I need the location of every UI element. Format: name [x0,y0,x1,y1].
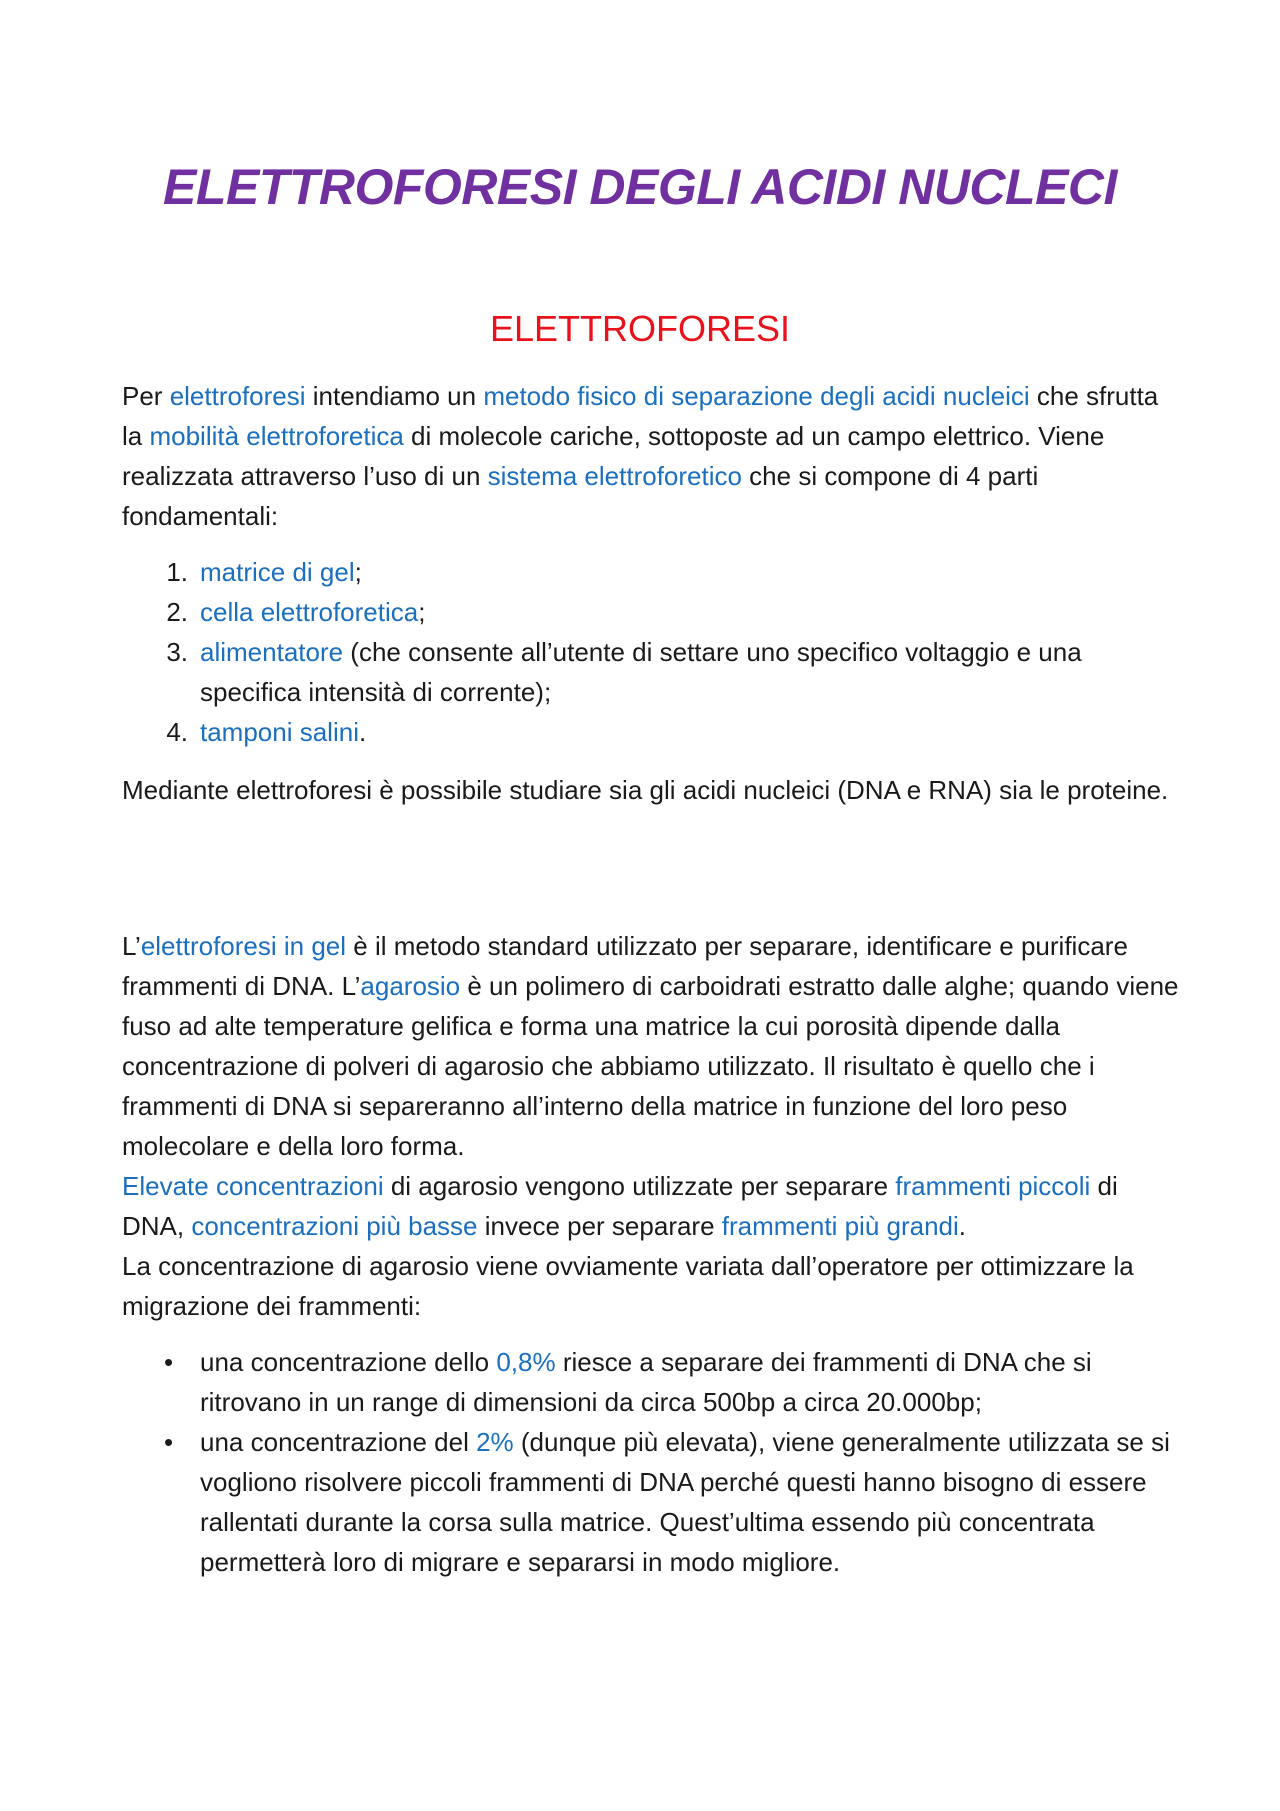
concentration-list [122,1342,1182,1582]
components-list [122,552,1182,752]
paragraph-proteins [122,770,1182,810]
highlight-term: Elevate concentrazioni [122,1171,384,1201]
text-run: L’ [122,931,141,961]
text-run: è un polimero di carboidrati estratto dalle alghe; quando viene fuso ad alte temperature gelifica e forma una matrice la cui porosità dipende dalla concentrazione di polveri di agarosio che abbiamo utilizzato. Il risultato è quello che i frammenti di DNA si separeranno all’interno della matrice in funzione del loro peso molecolare e della loro forma. [122,971,1179,1161]
highlight-term: 2% [476,1427,514,1457]
list-item [122,632,1182,712]
highlight-term: frammenti piccoli [895,1171,1091,1201]
highlight-term: matrice di gel [200,557,355,587]
highlight-term: frammenti più grandi [721,1211,959,1241]
text-run: . [358,717,367,747]
list-number: 4. [166,717,188,747]
highlight-term: elettroforesi in gel [140,931,347,961]
list-item [122,592,1182,632]
highlight-term: metodo fisico di separazione degli acidi nucleici [483,381,1030,411]
section-heading: ELETTROFORESI [489,308,791,349]
highlight-term: elettroforesi [169,381,306,411]
highlight-term: cella elettroforetica [200,597,419,627]
list-number: 3. [166,637,188,667]
list-item [122,552,1182,592]
text-run: Per [122,381,170,411]
bullet-icon: • [164,1427,174,1457]
text-run: è il metodo standard utilizzato per separare, identificare e purificare frammenti di DNA. L’ [122,931,1128,1001]
text-run: . [958,1211,967,1241]
text-run: intendiamo un [305,381,484,411]
highlight-term: concentrazioni più basse [191,1211,478,1241]
highlight-term: 0,8% [496,1347,556,1377]
highlight-term: alimentatore [200,637,344,667]
highlight-term: agarosio [360,971,461,1001]
text-run: una concentrazione del [200,1427,477,1457]
text-run: di molecole cariche, sottoposte ad un campo elettrico. Viene realizzata attraverso l’uso di un [122,421,1105,491]
paragraph-gel [122,926,1182,1326]
highlight-term: sistema elettroforetico [487,461,742,491]
bullet-icon: • [164,1347,174,1377]
highlight-term: mobilità elettroforetica [149,421,404,451]
text-run: (dunque più elevata), viene generalmente utilizzata se si vogliono risolvere piccoli frammenti di DNA perché questi hanno bisogno di essere rallentati durante la corsa sulla matrice. Quest’ultima essendo più concentrata permetterà loro di migrare e separarsi in modo migliore. [200,1427,1170,1577]
text-run: di DNA, [122,1171,1118,1241]
text-run: ; [354,557,362,587]
intro-paragraph [122,376,1182,536]
list-item [122,1422,1182,1582]
paragraph-text: La concentrazione di agarosio viene ovviamente variata dall’operatore per ottimizzare la migrazione dei frammenti: [122,1251,1134,1321]
text-run: (che consente all’utente di settare uno specifico voltaggio e una specifica intensità di corrente); [200,637,1082,707]
text-run: di agarosio vengono utilizzate per separare [383,1171,896,1201]
text-run: ; [418,597,426,627]
paragraph-text: Mediante elettroforesi è possibile studiare sia gli acidi nucleici (DNA e RNA) sia le proteine. [122,775,1169,805]
text-run: che sfrutta la [122,381,1159,451]
list-number: 2. [166,597,188,627]
text-run: che si compone di 4 parti fondamentali: [122,461,1039,531]
document-title: ELETTROFORESI DEGLI ACIDI NUCLECI [163,159,1117,215]
highlight-term: tamponi salini [200,717,359,747]
text-run: invece per separare [477,1211,722,1241]
list-item [122,712,1182,752]
list-number: 1. [166,557,188,587]
text-run: una concentrazione dello [200,1347,497,1377]
text-run: riesce a separare dei frammenti di DNA che si ritrovano in un range di dimensioni da circa 500bp a circa 20.000bp; [200,1347,1092,1417]
list-item [122,1342,1182,1422]
